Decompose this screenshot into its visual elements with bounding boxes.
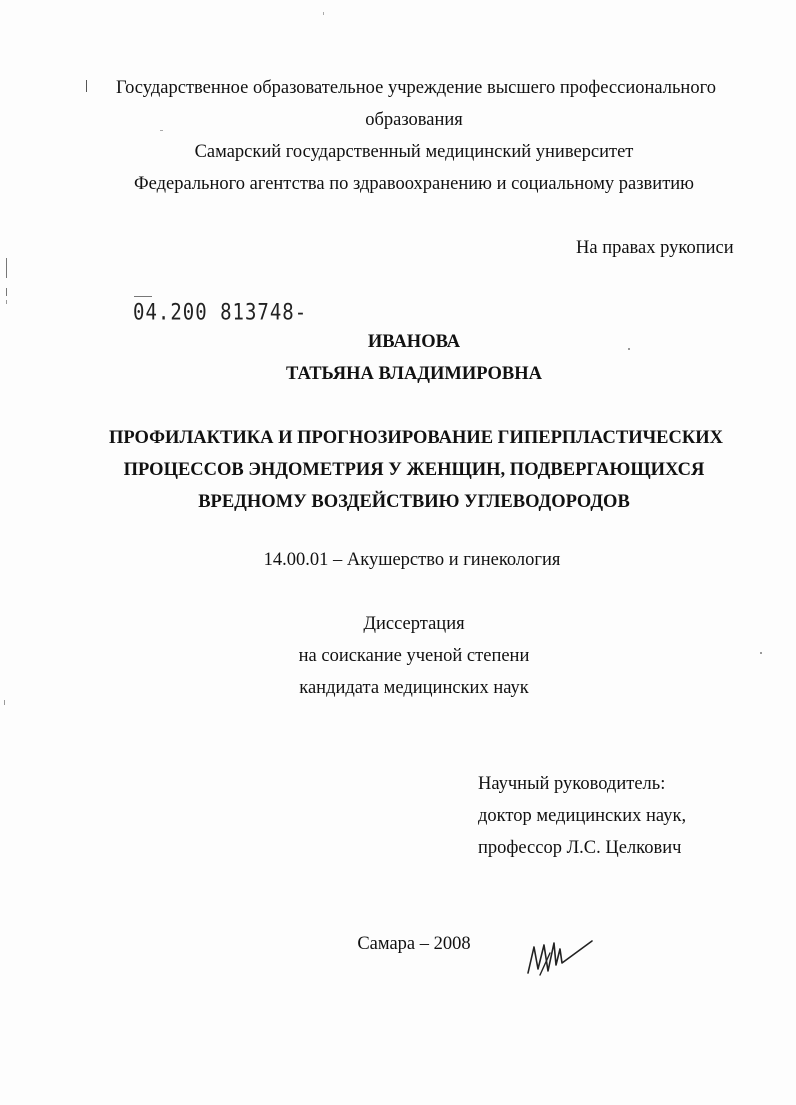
title-line-3: ВРЕДНОМУ ВОЗДЕЙСТВИЮ УГЛЕВОДОРОДОВ <box>198 492 630 512</box>
registration-stamp <box>133 300 307 325</box>
institution-line-2: образования <box>365 110 463 130</box>
scan-mark <box>6 258 7 278</box>
stamp-prefix: 04.2 <box>133 300 183 326</box>
supervisor-line-3: профессор Л.С. Целкович <box>478 838 682 858</box>
scan-mark <box>6 300 7 304</box>
place-year: Самара – 2008 <box>357 934 471 954</box>
degree-line-3: кандидата медицинских наук <box>299 678 529 698</box>
institution-line-1: Государственное образовательное учреждение высшего профессионального <box>116 78 716 98</box>
manuscript-note: На правах рукописи <box>576 238 734 258</box>
scan-mark <box>6 288 7 296</box>
author-names: ТАТЬЯНА ВЛАДИМИРОВНА <box>286 364 542 384</box>
scan-mark <box>323 12 324 15</box>
author-surname: ИВАНОВА <box>367 332 461 352</box>
title-line-2: ПРОЦЕССОВ ЭНДОМЕТРИЯ У ЖЕНЩИН, ПОДВЕРГАЮЩИХСЯ <box>123 460 705 480</box>
degree-line-2: на соискание ученой степени <box>298 646 530 666</box>
stamp-number: 00 813748- <box>182 300 308 326</box>
stamp-dash-mark <box>134 296 152 297</box>
title-line-1: ПРОФИЛАКТИКА И ПРОГНОЗИРОВАНИЕ ГИПЕРПЛАСТИЧЕСКИХ <box>108 428 724 448</box>
signature-mark <box>520 935 600 985</box>
university-name: Самарский государственный медицинский университет <box>194 142 634 162</box>
scan-mark <box>4 700 5 705</box>
agency-name: Федерального агентства по здравоохранению и социальному развитию <box>133 174 694 194</box>
specialty: 14.00.01 – Акушерство и гинекология <box>263 550 561 570</box>
supervisor-line-2: доктор медицинских наук, <box>478 806 687 826</box>
supervisor-line-1: Научный руководитель: <box>478 774 666 794</box>
degree-line-1: Диссертация <box>363 614 465 634</box>
